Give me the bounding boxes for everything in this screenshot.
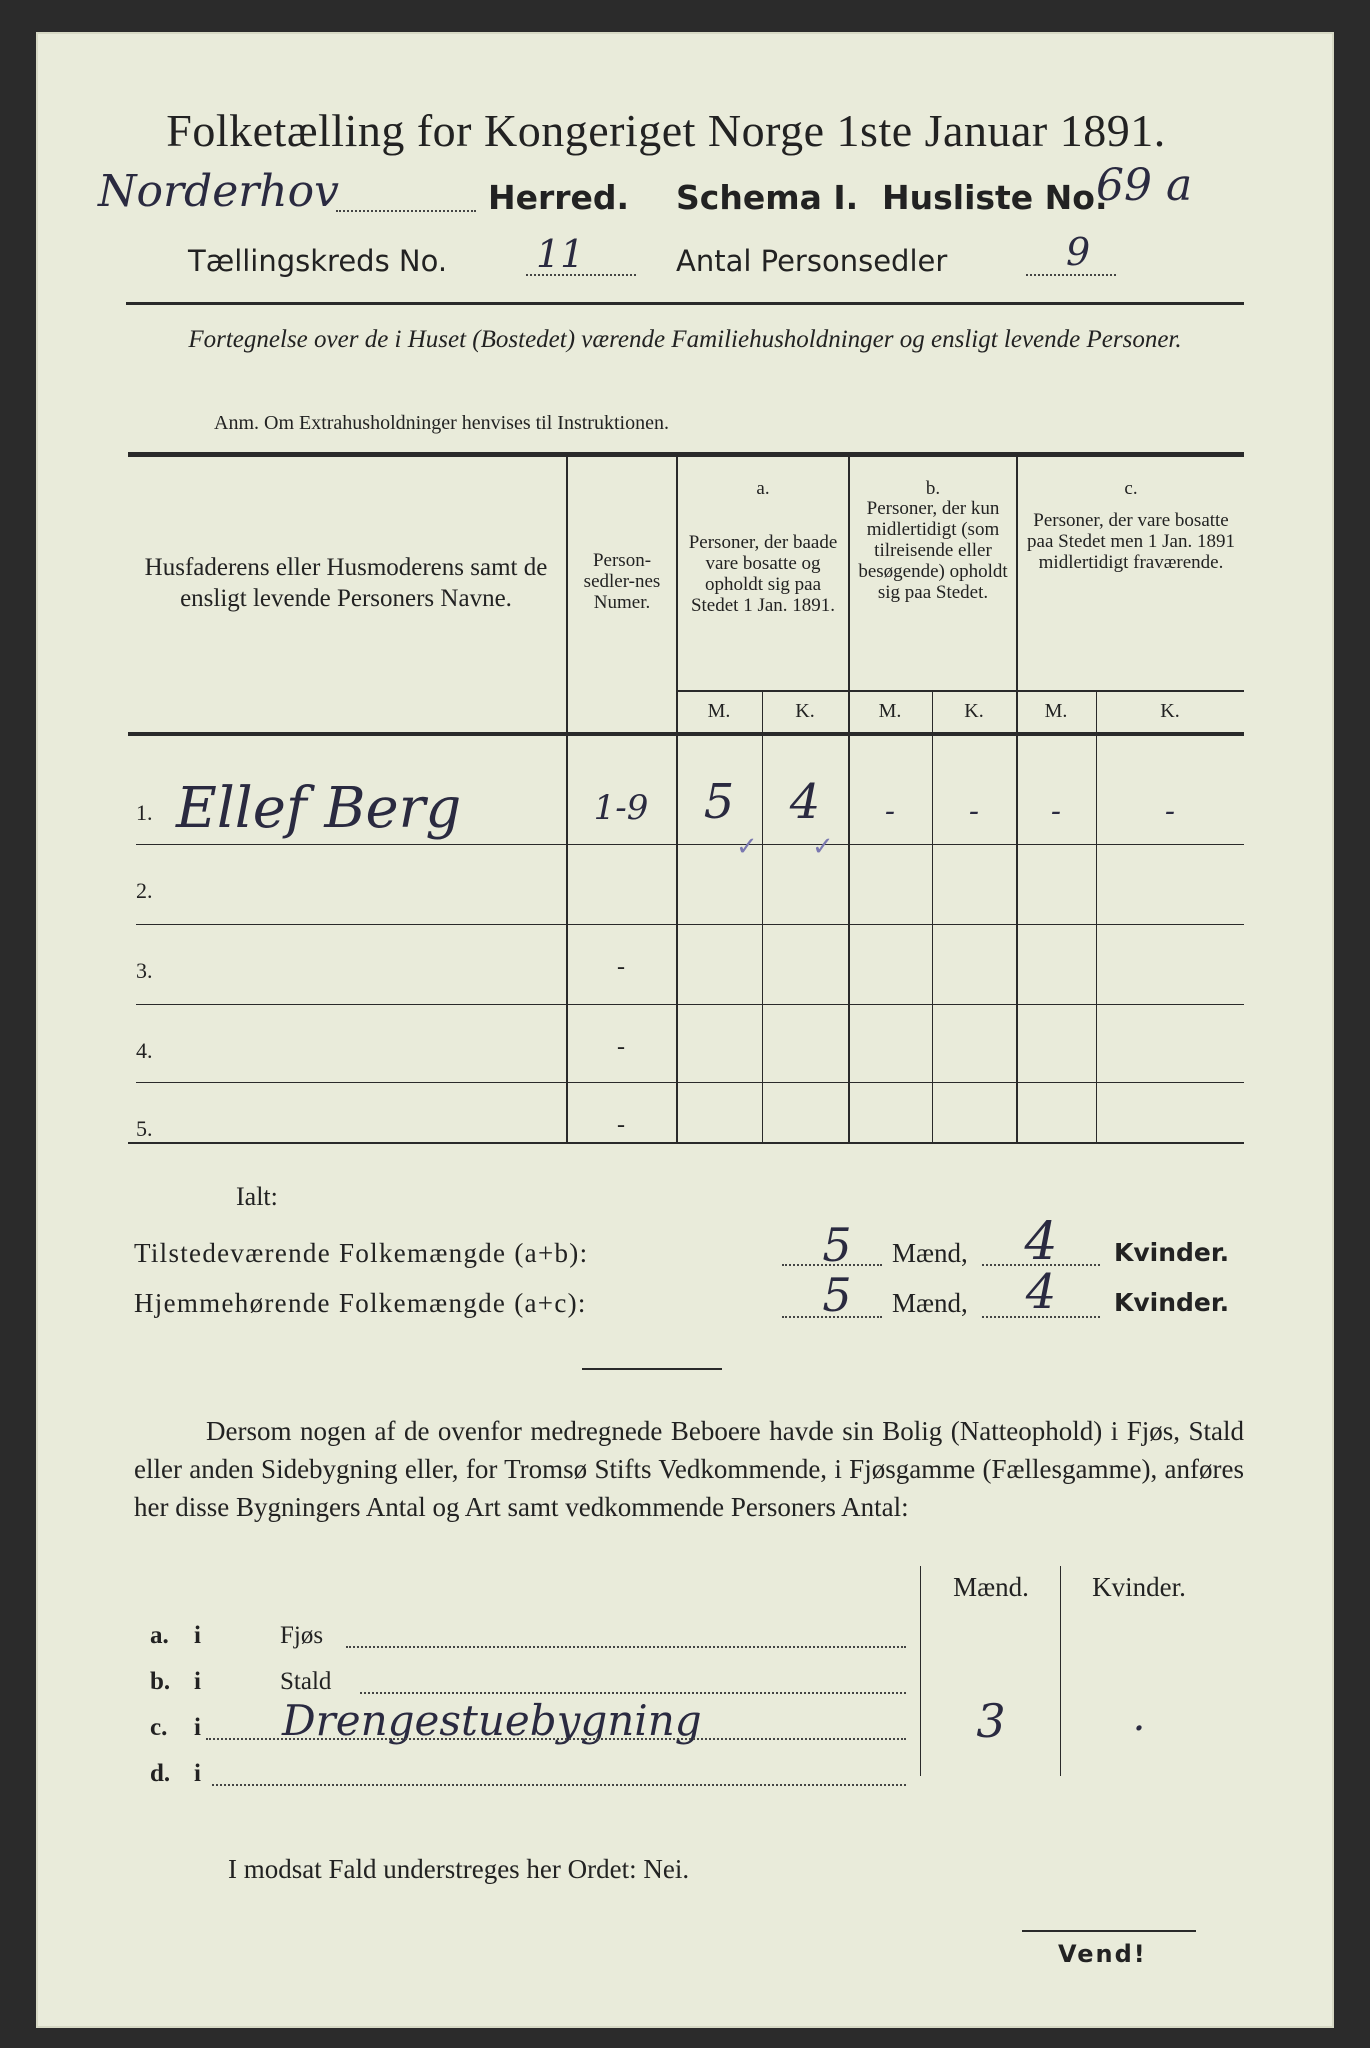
- row-1-c-m: -: [1050, 794, 1062, 829]
- form-title: Folketælling for Kongeriget Norge 1ste Januar 1891.: [166, 105, 1166, 156]
- a-k-label: K.: [795, 700, 815, 722]
- col-c-letter: c.: [1124, 478, 1138, 499]
- building-b-letter: b.: [150, 1668, 171, 1695]
- b-k-label: K.: [964, 700, 984, 722]
- a-m-label: M.: [707, 700, 731, 722]
- header-rule: [126, 302, 1244, 305]
- building-c-maend: 3: [976, 1694, 1006, 1748]
- table-top-rule: [128, 452, 1244, 457]
- buildings-kvinder-header: Kvinder.: [1092, 1572, 1186, 1602]
- row-5-num: -: [617, 1112, 625, 1138]
- row-1-a-k: 4: [789, 774, 821, 830]
- buildings-divider-1: [920, 1566, 921, 1776]
- row-rule-4: [136, 1082, 1244, 1083]
- building-a-i: i: [194, 1622, 201, 1649]
- tilstedevaerende-maend-value: 5: [822, 1218, 852, 1272]
- husliste-value: 69 a: [1096, 160, 1193, 211]
- col-divider-1: [566, 457, 568, 734]
- hjemmehorende-label: Hjemmehørende Folkemængde (a+c):: [134, 1288, 587, 1318]
- antal-label: Antal Personsedler: [676, 244, 948, 278]
- row-1-b-k: -: [968, 794, 980, 829]
- section-divider: [582, 1368, 722, 1370]
- row-4-num: -: [617, 1034, 625, 1060]
- row-rule-3: [136, 1004, 1244, 1005]
- antal-dotted-line: [1026, 274, 1116, 276]
- row-1-name: Ellef Berg: [176, 776, 462, 841]
- ialt-label: Ialt:: [236, 1182, 278, 1211]
- building-b-line: [360, 1692, 906, 1694]
- table-bottom-rule: [128, 1142, 1244, 1144]
- tilstedevaerende-maend-label: Mænd,: [892, 1238, 968, 1268]
- col-name-header: Husfaderens eller Husmoderens samt de ensligt levende Personers Navne.: [144, 554, 548, 612]
- building-b-i: i: [194, 1668, 201, 1695]
- hjemmehorende-kvinder-value: 4: [1025, 1264, 1057, 1320]
- col-b-letter: b.: [925, 478, 941, 499]
- col-a-letter: a.: [756, 478, 770, 499]
- vend-label: Vend!: [1058, 1940, 1147, 1968]
- footer-note: I modsat Fald understreges her Ordet: Nei.: [228, 1854, 690, 1884]
- hjemmehorende-kvinder-label: Kvinder.: [1114, 1288, 1230, 1317]
- check-mark-icon: ✓: [812, 832, 834, 862]
- c-k-label: K.: [1160, 700, 1180, 722]
- row-3-number: 3.: [136, 958, 153, 983]
- kreds-label: Tællingskreds No.: [188, 244, 448, 278]
- row-3-num: -: [617, 954, 625, 980]
- buildings-paragraph: Dersom nogen af de ovenfor medregnede Beboere havde sin Bolig (Natteophold) i Fjøs, Stald eller anden Sidebygning eller, for Tromsø Stifts Vedkommende, i Fjøsgamme (Fællesgamme), anføres her disse Bygningers Antal og Art samt vedkommende Personers Antal:: [134, 1416, 1244, 1522]
- b-m-label: M.: [878, 700, 902, 722]
- table-header-rule: [128, 732, 1244, 736]
- intro-note: Anm. Om Extrahusholdninger henvises til Instruktionen.: [214, 412, 669, 434]
- hjemmehorende-maend-value: 5: [822, 1268, 852, 1322]
- col-divider-4: [1016, 457, 1018, 734]
- building-a-line: [346, 1646, 906, 1648]
- buildings-maend-header: Mænd.: [953, 1572, 1029, 1602]
- col-a-header: Personer, der baade vare bosatte og opholdt sig paa Stedet 1 Jan. 1891.: [688, 532, 838, 616]
- tilst-m-line: [782, 1264, 882, 1266]
- building-c-kvinder: .: [1132, 1694, 1146, 1740]
- row-1-c-k: -: [1164, 794, 1176, 829]
- herred-value: Norderhov: [98, 166, 339, 217]
- col-b-header: Personer, der kun midlertidigt (som tilreisende eller besøgende) opholdt sig paa Stedet.: [858, 498, 1008, 603]
- building-c-line: [206, 1738, 906, 1740]
- c-m-label: M.: [1044, 700, 1068, 722]
- hjem-k-line: [982, 1316, 1100, 1318]
- building-d-i: i: [194, 1760, 201, 1787]
- row-1-number: 1.: [136, 800, 153, 825]
- row-rule-2: [136, 924, 1244, 925]
- col-c-header: Personer, der vare bosatte paa Stedet men 1 Jan. 1891 midlertidigt fraværende.: [1027, 510, 1235, 573]
- husliste-label: Husliste No.: [882, 178, 1108, 217]
- census-form-page: [36, 32, 1334, 2028]
- hjemmehorende-maend-label: Mænd,: [892, 1288, 968, 1318]
- row-4-number: 4.: [136, 1038, 153, 1063]
- kreds-dotted-line: [526, 274, 636, 276]
- building-a-letter: a.: [150, 1622, 169, 1649]
- herred-dotted-line: [336, 210, 476, 212]
- kreds-value: 11: [536, 232, 585, 276]
- row-5-number: 5.: [136, 1116, 153, 1141]
- buildings-divider-2: [1060, 1566, 1061, 1776]
- antal-value: 9: [1066, 230, 1091, 274]
- row-1-num: 1-9: [593, 788, 649, 828]
- col-divider-2: [676, 457, 678, 734]
- hjem-m-line: [782, 1316, 882, 1318]
- building-a-label: Fjøs: [280, 1622, 324, 1649]
- building-c-i: i: [194, 1714, 201, 1741]
- tilstedevaerende-kvinder-value: 4: [1024, 1212, 1058, 1272]
- building-c-letter: c.: [150, 1714, 168, 1741]
- col-num-header: Person-sedler-nes Numer.: [583, 550, 661, 613]
- row-1-a-m: 5: [703, 774, 735, 830]
- row-2-number: 2.: [136, 878, 153, 903]
- building-b-label: Stald: [280, 1668, 332, 1695]
- herred-label: Herred.: [488, 178, 630, 217]
- check-mark-icon: ✓: [736, 832, 758, 862]
- tilstedevaerende-label: Tilstedeværende Folkemængde (a+b):: [134, 1238, 589, 1268]
- row-1-b-m: -: [884, 794, 896, 829]
- row-rule-1: [136, 844, 1244, 845]
- building-c-label: Drengestuebygning: [282, 1696, 702, 1745]
- building-d-letter: d.: [150, 1760, 171, 1787]
- building-d-line: [212, 1784, 906, 1786]
- tilstedevaerende-kvinder-label: Kvinder.: [1114, 1238, 1230, 1267]
- vend-rule: [1022, 1930, 1196, 1932]
- schema-label: Schema I.: [676, 178, 859, 217]
- intro-description: Fortegnelse over de i Huset (Bostedet) værende Familiehusholdninger og ensligt levende Personer.: [188, 326, 1182, 353]
